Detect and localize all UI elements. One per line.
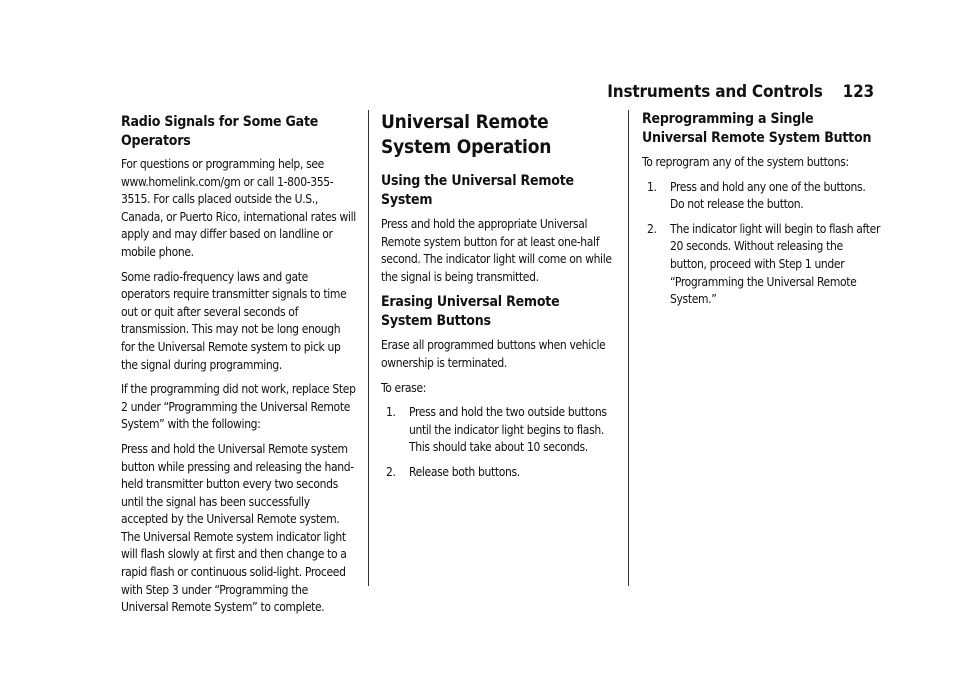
erase-steps (381, 404, 613, 481)
step-number: 1. (647, 179, 657, 194)
step-number: 1. (386, 405, 396, 420)
reprogramming-heading: Reprogramming a Single Universal Remote System Button (642, 111, 872, 146)
list-item (381, 404, 613, 457)
page-number: 123 (842, 82, 874, 102)
paragraph: To erase: (381, 380, 427, 395)
paragraph: Some radio-frequency laws and gate operators require transmitter signals to time out or quit after several seconds of transmission. This may not be long enough for the Universal Remote system to pick up the signal during programming. (121, 269, 347, 372)
list-item (642, 221, 882, 309)
list-item (381, 464, 613, 482)
column-left (121, 110, 357, 624)
gate-operators-heading: Radio Signals for Some Gate Operators (121, 114, 319, 149)
erasing-heading: Erasing Universal Remote System Buttons (381, 294, 560, 330)
using-heading: Using the Universal Remote System (381, 173, 574, 208)
section-heading: Universal Remote System Operation (381, 111, 552, 158)
paragraph: To reprogram any of the system buttons: (642, 155, 849, 169)
step-number: 2. (386, 464, 396, 479)
running-header (607, 82, 874, 102)
step-text: Release both buttons. (409, 464, 520, 479)
paragraph: Press and hold the appropriate Universal Remote system button for at least one-half second. The indicator light will come on while the signal is being transmitted. (381, 217, 612, 284)
section-title: Instruments and Controls (607, 82, 823, 102)
column-right (642, 110, 882, 316)
step-number: 2. (647, 221, 657, 236)
column-divider (368, 110, 369, 586)
column-middle (381, 110, 613, 489)
paragraph: For questions or programming help, see www.homelink.com/gm or call 1-800-355-3515. For calls placed outside the U.S., Canada, or Puerto Rico, international rates will apply and may differ based on landline or mobile phone. (121, 157, 356, 259)
step-text: Press and hold any one of the buttons. Do not release the button. (670, 179, 866, 212)
column-divider (628, 110, 629, 586)
reprogram-steps (642, 179, 882, 309)
paragraph: Press and hold the Universal Remote system button while pressing and releasing the hand-held transmitter button every two seconds until the signal has been successfully accepted by the Universal Remote system. The Universal Remote system indicator light will flash slowly at first and then change to a rapid flash or continuous solid-light. Proceed with Step 3 under “Programming the Universal Remote System” to complete. (121, 441, 354, 615)
paragraph: If the programming did not work, replace Step 2 under “Programming the Universal Remote System” with the following: (121, 382, 356, 432)
list-item (642, 179, 882, 214)
step-text: Press and hold the two outside buttons until the indicator light begins to flash. This should take about 10 seconds. (409, 405, 607, 455)
paragraph: Erase all programmed buttons when vehicle ownership is terminated. (381, 338, 606, 370)
step-text: The indicator light will begin to flash after 20 seconds. Without releasing the button, proceed with Step 1 under “Programming the Universal Remote System.” (670, 221, 881, 307)
